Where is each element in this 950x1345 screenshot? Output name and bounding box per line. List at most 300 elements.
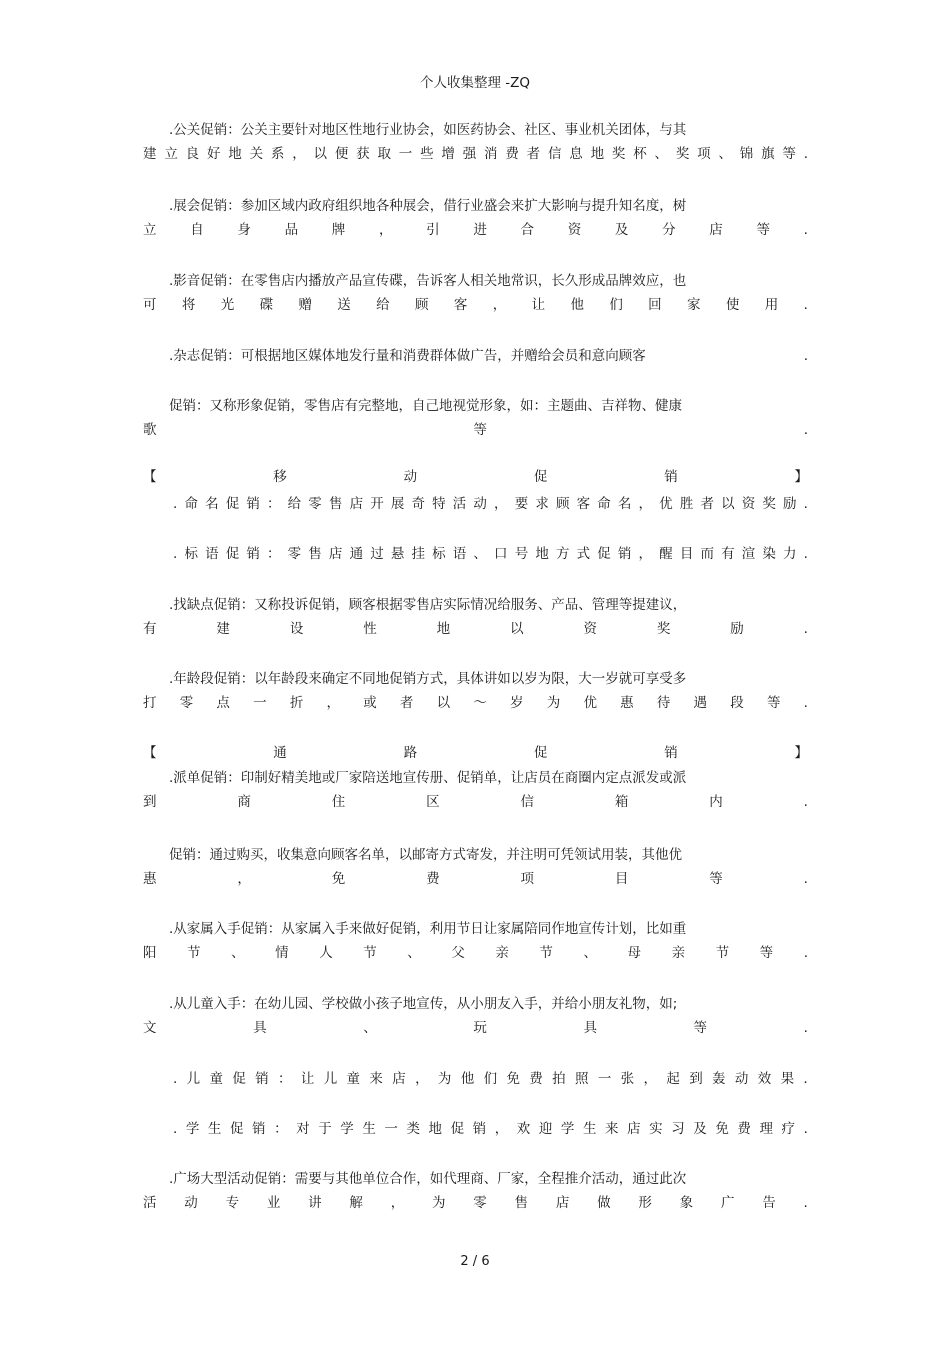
glyph: 生 bbox=[362, 1121, 376, 1137]
glyph: ， bbox=[494, 1121, 509, 1137]
glyph: 过 bbox=[370, 546, 384, 562]
glyph: 等 bbox=[693, 1020, 708, 1036]
glyph: 通 bbox=[273, 745, 287, 761]
glyph: 资 bbox=[583, 621, 597, 637]
glyph: 讲 bbox=[308, 1195, 322, 1211]
glyph: 赠 bbox=[298, 297, 312, 313]
glyph: 语 bbox=[205, 546, 219, 562]
glyph: 号 bbox=[514, 546, 529, 562]
paragraph-line-justified bbox=[143, 790, 808, 814]
glyph: 销 bbox=[252, 1121, 266, 1137]
glyph: 碟 bbox=[259, 297, 274, 313]
glyph: 们 bbox=[609, 297, 623, 313]
paragraph-line: .从家属入手促销：从家属入手来做好促销，利用节日让家属陪同作地宣传计划，比如重 bbox=[169, 921, 687, 937]
glyph: 信 bbox=[547, 146, 562, 162]
glyph: ， bbox=[390, 1195, 405, 1211]
glyph: 特 bbox=[432, 496, 446, 512]
glyph: 杯 bbox=[633, 146, 647, 162]
glyph: 强 bbox=[462, 146, 477, 162]
glyph: 促 bbox=[225, 496, 240, 512]
glyph: 牌 bbox=[331, 222, 346, 238]
glyph: 品 bbox=[284, 222, 299, 238]
glyph: . bbox=[803, 794, 808, 810]
glyph: 于 bbox=[318, 1121, 332, 1137]
glyph: 或 bbox=[363, 695, 377, 711]
glyph: 性 bbox=[363, 621, 377, 637]
glyph: 形 bbox=[638, 1195, 652, 1211]
glyph: 命 bbox=[184, 496, 198, 512]
paragraph-public-relations bbox=[143, 118, 808, 166]
glyph: 通 bbox=[349, 546, 364, 562]
glyph: . bbox=[803, 1071, 808, 1087]
glyph: 力 bbox=[783, 546, 797, 562]
glyph: 到 bbox=[143, 794, 157, 810]
glyph: 【 bbox=[143, 469, 157, 485]
glyph: 顾 bbox=[415, 297, 429, 313]
paragraph-line-justified bbox=[143, 1016, 808, 1040]
glyph: 内 bbox=[709, 794, 723, 810]
paragraph-magazine bbox=[143, 344, 808, 368]
glyph: 项 bbox=[697, 146, 711, 162]
glyph: 路 bbox=[403, 745, 418, 761]
glyph: 零 bbox=[473, 1195, 487, 1211]
glyph: 售 bbox=[328, 496, 343, 512]
glyph: 为 bbox=[546, 695, 561, 711]
glyph: 段 bbox=[730, 695, 744, 711]
glyph: 生 bbox=[582, 1121, 597, 1137]
paragraph-line bbox=[143, 344, 808, 368]
glyph: 拍 bbox=[552, 1071, 566, 1087]
glyph: . bbox=[803, 1020, 808, 1036]
glyph: 取 bbox=[377, 146, 391, 162]
glyph: 胜 bbox=[679, 496, 694, 512]
glyph: 资 bbox=[741, 496, 756, 512]
paragraph-flyer bbox=[143, 766, 808, 814]
paragraph-line: .展会促销：参加区域内政府组织地各种展会，借行业盛会来扩大影响与提升知名度，树 bbox=[169, 198, 687, 214]
paragraph-audio-video bbox=[143, 269, 808, 317]
paragraph-line: .派单促销：印制好精美地或厂家陪送地宣传册、促销单，让店员在商圈内定点派发或派 bbox=[169, 770, 687, 786]
glyph: 售 bbox=[514, 1195, 529, 1211]
glyph: 光 bbox=[220, 297, 235, 313]
glyph: 店 bbox=[709, 222, 723, 238]
glyph: 展 bbox=[390, 496, 405, 512]
paragraph-line: .年龄段促销：以年龄段来确定不同地促销方式，具体讲如以岁为限，大一岁就可享受多 bbox=[169, 671, 687, 687]
paragraph-exhibition bbox=[143, 194, 808, 242]
section-heading-mobile-promotion bbox=[143, 465, 808, 489]
glyph: 旗 bbox=[761, 146, 775, 162]
glyph: 来 bbox=[605, 1121, 619, 1137]
glyph: 奖 bbox=[675, 146, 690, 162]
paragraph-line: 促销：通过购买，收集意向顾客名单，以邮寄方式寄发，并注明可凭领试用装，其他优 bbox=[169, 847, 682, 863]
heading-line bbox=[143, 465, 808, 489]
glyph: 零 bbox=[308, 496, 322, 512]
glyph: 文 bbox=[143, 1020, 157, 1036]
glyph: 给 bbox=[287, 496, 302, 512]
glyph: 合 bbox=[520, 222, 534, 238]
glyph: ： bbox=[278, 1071, 292, 1087]
glyph: 童 bbox=[346, 1071, 361, 1087]
glyph: 励 bbox=[783, 496, 797, 512]
glyph: 店 bbox=[555, 1195, 570, 1211]
glyph: 为 bbox=[431, 1195, 446, 1211]
glyph: 等 bbox=[766, 695, 781, 711]
glyph: ， bbox=[326, 695, 341, 711]
glyph: 店 bbox=[328, 546, 343, 562]
glyph: 些 bbox=[420, 146, 434, 162]
glyph: 以 bbox=[510, 621, 524, 637]
paragraph-line: 促销：又称形象促销，零售店有完整地，自己地视觉形象，如：主题曲、吉祥物、健康 bbox=[169, 398, 682, 414]
glyph: 、 bbox=[718, 146, 732, 162]
paragraph-family bbox=[143, 917, 808, 965]
glyph: 他 bbox=[460, 1071, 475, 1087]
glyph: 习 bbox=[671, 1121, 685, 1137]
paragraph-image-promotion bbox=[143, 394, 808, 442]
glyph: 名 bbox=[617, 496, 632, 512]
glyph: 标 bbox=[432, 546, 446, 562]
glyph: 亲 bbox=[495, 945, 509, 961]
glyph: 费 bbox=[737, 1121, 751, 1137]
glyph: 住 bbox=[331, 794, 346, 810]
glyph: ： bbox=[274, 1121, 288, 1137]
glyph: 有 bbox=[143, 621, 157, 637]
glyph: 们 bbox=[483, 1071, 498, 1087]
glyph: 等 bbox=[759, 945, 774, 961]
glyph: ， bbox=[638, 546, 653, 562]
glyph: 回 bbox=[648, 297, 662, 313]
glyph: 动 bbox=[734, 1071, 749, 1087]
glyph: . bbox=[173, 496, 178, 512]
paragraph-line-justified bbox=[143, 691, 808, 715]
glyph: ： bbox=[267, 496, 281, 512]
paragraph-naming bbox=[143, 492, 808, 516]
glyph: ～ bbox=[473, 695, 487, 711]
glyph: 关 bbox=[249, 146, 264, 162]
glyph: 他 bbox=[570, 297, 584, 313]
glyph: 分 bbox=[662, 222, 676, 238]
glyph: . bbox=[803, 1195, 808, 1211]
section-heading-channel-promotion bbox=[143, 741, 808, 765]
glyph: ， bbox=[237, 871, 251, 887]
glyph: 优 bbox=[583, 695, 597, 711]
glyph: 节 bbox=[715, 945, 730, 961]
paragraph-line-justified bbox=[143, 142, 808, 166]
glyph: 箱 bbox=[614, 794, 629, 810]
glyph: 节 bbox=[187, 945, 201, 961]
glyph: 待 bbox=[656, 695, 671, 711]
glyph: 以 bbox=[436, 695, 451, 711]
glyph: 费 bbox=[426, 871, 440, 887]
glyph: 目 bbox=[614, 871, 629, 887]
paragraph-student bbox=[143, 1117, 808, 1141]
glyph: 促 bbox=[225, 546, 240, 562]
glyph: 系 bbox=[270, 146, 285, 162]
glyph: 而 bbox=[700, 546, 714, 562]
glyph: 将 bbox=[181, 297, 196, 313]
glyph: 惠 bbox=[620, 695, 634, 711]
glyph: 设 bbox=[289, 621, 304, 637]
paragraph-line-justified bbox=[143, 293, 808, 317]
glyph: 客 bbox=[576, 496, 591, 512]
paragraph-find-faults bbox=[143, 593, 808, 641]
glyph: 优 bbox=[659, 496, 673, 512]
glyph: 费 bbox=[529, 1071, 543, 1087]
glyph: 让 bbox=[531, 297, 546, 313]
glyph: 欢 bbox=[516, 1121, 531, 1137]
glyph: 、 bbox=[363, 1020, 377, 1036]
glyph: 迎 bbox=[538, 1121, 553, 1137]
glyph: ， bbox=[292, 146, 306, 162]
page-header: 个人收集整理 -ZQ bbox=[419, 75, 531, 91]
glyph: 费 bbox=[505, 146, 519, 162]
glyph: 做 bbox=[597, 1195, 611, 1211]
glyph: 、 bbox=[407, 945, 421, 961]
glyph: 类 bbox=[406, 1121, 420, 1137]
glyph: 建 bbox=[143, 146, 157, 162]
glyph: 售 bbox=[308, 546, 322, 562]
glyph: . bbox=[173, 1121, 178, 1137]
glyph: 折 bbox=[289, 695, 304, 711]
glyph: 身 bbox=[237, 222, 251, 238]
glyph: 渲 bbox=[741, 546, 756, 562]
glyph: 锦 bbox=[739, 146, 754, 162]
glyph: 起 bbox=[666, 1071, 680, 1087]
glyph: 者 bbox=[700, 496, 714, 512]
glyph: 店 bbox=[392, 1071, 406, 1087]
glyph: . bbox=[803, 546, 808, 562]
glyph: . bbox=[803, 146, 808, 162]
glyph: 免 bbox=[331, 871, 346, 887]
glyph: 使 bbox=[725, 297, 740, 313]
glyph: 免 bbox=[715, 1121, 729, 1137]
paragraph-line-justified bbox=[143, 1191, 808, 1215]
glyph: 染 bbox=[762, 546, 776, 562]
paragraph-line-justified bbox=[143, 941, 808, 965]
glyph: 挂 bbox=[411, 546, 425, 562]
word: . bbox=[803, 422, 808, 438]
paragraph-line: .找缺点促销：又称投诉促销，顾客根据零售店实际情况给服务、产品、管理等提建议， bbox=[169, 597, 687, 613]
glyph: 给 bbox=[376, 297, 390, 313]
glyph: 及 bbox=[614, 222, 629, 238]
glyph: . bbox=[803, 297, 808, 313]
glyph: 引 bbox=[426, 222, 440, 238]
paragraph-line: .影音促销：在零售店内播放产品宣传碟，告诉客人相关地常识，长久形成品牌效应，也 bbox=[169, 273, 687, 289]
glyph: 销 bbox=[246, 546, 260, 562]
glyph: 节 bbox=[539, 945, 553, 961]
glyph: . bbox=[803, 871, 808, 887]
glyph: 活 bbox=[143, 1195, 157, 1211]
glyph: 奖 bbox=[656, 621, 671, 637]
glyph: 地 bbox=[535, 546, 549, 562]
glyph: 好 bbox=[206, 146, 221, 162]
glyph: . bbox=[803, 222, 808, 238]
glyph: 零 bbox=[287, 546, 302, 562]
paragraph-plaza-event bbox=[143, 1167, 808, 1215]
paragraph-line-justified bbox=[143, 218, 808, 242]
glyph: 销 bbox=[617, 546, 632, 562]
glyph: 项 bbox=[520, 871, 534, 887]
glyph: 专 bbox=[225, 1195, 240, 1211]
glyph: 人 bbox=[319, 945, 333, 961]
glyph: 打 bbox=[143, 695, 157, 711]
glyph: 一 bbox=[398, 146, 413, 162]
glyph: . bbox=[173, 1071, 178, 1087]
glyph: . bbox=[803, 695, 808, 711]
glyph: 果 bbox=[780, 1071, 795, 1087]
glyph: . bbox=[173, 546, 178, 562]
glyph: 解 bbox=[349, 1195, 363, 1211]
glyph: ， bbox=[643, 1071, 658, 1087]
paragraph-text: .杂志促销：可根据地区媒体地发行量和消费群体做广告，并赠给会员和意向顾客 bbox=[169, 348, 646, 364]
glyph: 【 bbox=[143, 745, 157, 761]
glyph: 一 bbox=[384, 1121, 398, 1137]
glyph: 动 bbox=[473, 496, 487, 512]
glyph: 母 bbox=[627, 945, 642, 961]
glyph: 父 bbox=[451, 945, 465, 961]
paragraph-end-dot: . bbox=[803, 348, 808, 364]
paragraph-line-justified bbox=[143, 418, 808, 442]
glyph: ， bbox=[492, 297, 507, 313]
glyph: 商 bbox=[237, 794, 251, 810]
paragraph-line-justified bbox=[143, 1067, 808, 1091]
glyph: 动 bbox=[184, 1195, 198, 1211]
glyph: 一 bbox=[253, 695, 267, 711]
glyph: ， bbox=[415, 1071, 429, 1087]
glyph: 销 bbox=[664, 745, 678, 761]
glyph: 效 bbox=[757, 1071, 772, 1087]
glyph: 轰 bbox=[712, 1071, 726, 1087]
paragraph-slogan bbox=[143, 542, 808, 566]
glyph: ， bbox=[638, 496, 653, 512]
glyph: 点 bbox=[216, 695, 230, 711]
paragraph-mail bbox=[143, 843, 808, 891]
glyph: 目 bbox=[679, 546, 694, 562]
glyph: 地 bbox=[228, 146, 242, 162]
glyph: 岁 bbox=[510, 695, 524, 711]
glyph: 促 bbox=[533, 745, 548, 761]
glyph: 式 bbox=[576, 546, 591, 562]
glyph: 广 bbox=[720, 1195, 735, 1211]
glyph: 活 bbox=[452, 496, 467, 512]
glyph: 语 bbox=[452, 546, 467, 562]
glyph: 促 bbox=[229, 1121, 244, 1137]
glyph: 及 bbox=[693, 1121, 707, 1137]
glyph: 儿 bbox=[323, 1071, 338, 1087]
glyph: 息 bbox=[569, 146, 583, 162]
paragraph-children-promotion bbox=[143, 1067, 808, 1091]
glyph: 移 bbox=[273, 469, 287, 485]
glyph: 等 bbox=[782, 146, 796, 162]
glyph: 悬 bbox=[390, 546, 405, 562]
glyph: 命 bbox=[597, 496, 611, 512]
glyph: 奖 bbox=[762, 496, 776, 512]
glyph: 遇 bbox=[693, 695, 708, 711]
glyph: 口 bbox=[494, 546, 508, 562]
glyph: 有 bbox=[721, 546, 735, 562]
glyph: 者 bbox=[526, 146, 541, 162]
glyph: 奇 bbox=[411, 496, 425, 512]
glyph: 零 bbox=[179, 695, 194, 711]
heading-line bbox=[143, 741, 808, 765]
glyph: 】 bbox=[794, 469, 808, 485]
paragraph-line: .从儿童入手：在幼儿园、学校做小孩子地宣传，从小朋友入手，并给小朋友礼物，如; bbox=[169, 996, 678, 1012]
glyph: 来 bbox=[369, 1071, 383, 1087]
glyph: 情 bbox=[275, 945, 289, 961]
paragraph-line-justified bbox=[143, 492, 808, 516]
glyph: 、 bbox=[473, 546, 487, 562]
glyph: 】 bbox=[794, 745, 808, 761]
glyph: 方 bbox=[555, 546, 570, 562]
glyph: 励 bbox=[730, 621, 744, 637]
glyph: 销 bbox=[246, 496, 260, 512]
glyph: 以 bbox=[721, 496, 735, 512]
glyph: 奖 bbox=[611, 146, 626, 162]
glyph: 区 bbox=[426, 794, 440, 810]
glyph: 立 bbox=[164, 146, 178, 162]
glyph: 送 bbox=[337, 297, 351, 313]
glyph: 等 bbox=[709, 871, 723, 887]
paragraph-line: .广场大型活动促销：需要与其他单位合作，如代理商、厂家，全程推介活动，通过此次 bbox=[169, 1171, 687, 1187]
glyph: 学 bbox=[185, 1121, 200, 1137]
glyph: 促 bbox=[597, 546, 611, 562]
page-number: 2 / 6 bbox=[460, 1254, 490, 1269]
glyph: 、 bbox=[654, 146, 668, 162]
glyph: 开 bbox=[370, 496, 384, 512]
paragraph-age-group bbox=[143, 667, 808, 715]
glyph: 建 bbox=[216, 621, 230, 637]
glyph: . bbox=[803, 496, 808, 512]
glyph: 亲 bbox=[671, 945, 686, 961]
glyph: 具 bbox=[253, 1020, 267, 1036]
glyph: 标 bbox=[184, 546, 198, 562]
glyph: 以 bbox=[313, 146, 327, 162]
glyph: . bbox=[803, 1121, 808, 1137]
glyph: 业 bbox=[266, 1195, 281, 1211]
glyph: 等 bbox=[756, 222, 770, 238]
glyph: 销 bbox=[255, 1071, 269, 1087]
glyph: 到 bbox=[689, 1071, 703, 1087]
glyph: 免 bbox=[506, 1071, 520, 1087]
word: 歌 bbox=[143, 422, 157, 438]
glyph: 促 bbox=[232, 1071, 246, 1087]
glyph: 顾 bbox=[555, 496, 570, 512]
word: 等 bbox=[473, 422, 487, 438]
glyph: 惠 bbox=[143, 871, 157, 887]
glyph: 儿 bbox=[186, 1071, 201, 1087]
glyph: 理 bbox=[759, 1121, 773, 1137]
glyph: 实 bbox=[649, 1121, 663, 1137]
glyph: 告 bbox=[762, 1195, 776, 1211]
glyph: 销 bbox=[472, 1121, 487, 1137]
glyph: 地 bbox=[428, 1121, 443, 1137]
paragraph-line-justified bbox=[143, 542, 808, 566]
glyph: 地 bbox=[436, 621, 451, 637]
glyph: 童 bbox=[209, 1071, 223, 1087]
glyph: 地 bbox=[590, 146, 605, 162]
glyph: 照 bbox=[574, 1071, 589, 1087]
glyph: 客 bbox=[453, 297, 468, 313]
glyph: 者 bbox=[399, 695, 414, 711]
glyph: 便 bbox=[334, 146, 349, 162]
glyph: ， bbox=[378, 222, 393, 238]
glyph: . bbox=[803, 945, 808, 961]
glyph: 学 bbox=[560, 1121, 575, 1137]
paragraph-children-start bbox=[143, 992, 808, 1040]
glyph: 用 bbox=[764, 297, 779, 313]
glyph: 良 bbox=[185, 146, 200, 162]
glyph: 可 bbox=[143, 297, 157, 313]
glyph: 获 bbox=[356, 146, 370, 162]
glyph: 阳 bbox=[143, 945, 157, 961]
